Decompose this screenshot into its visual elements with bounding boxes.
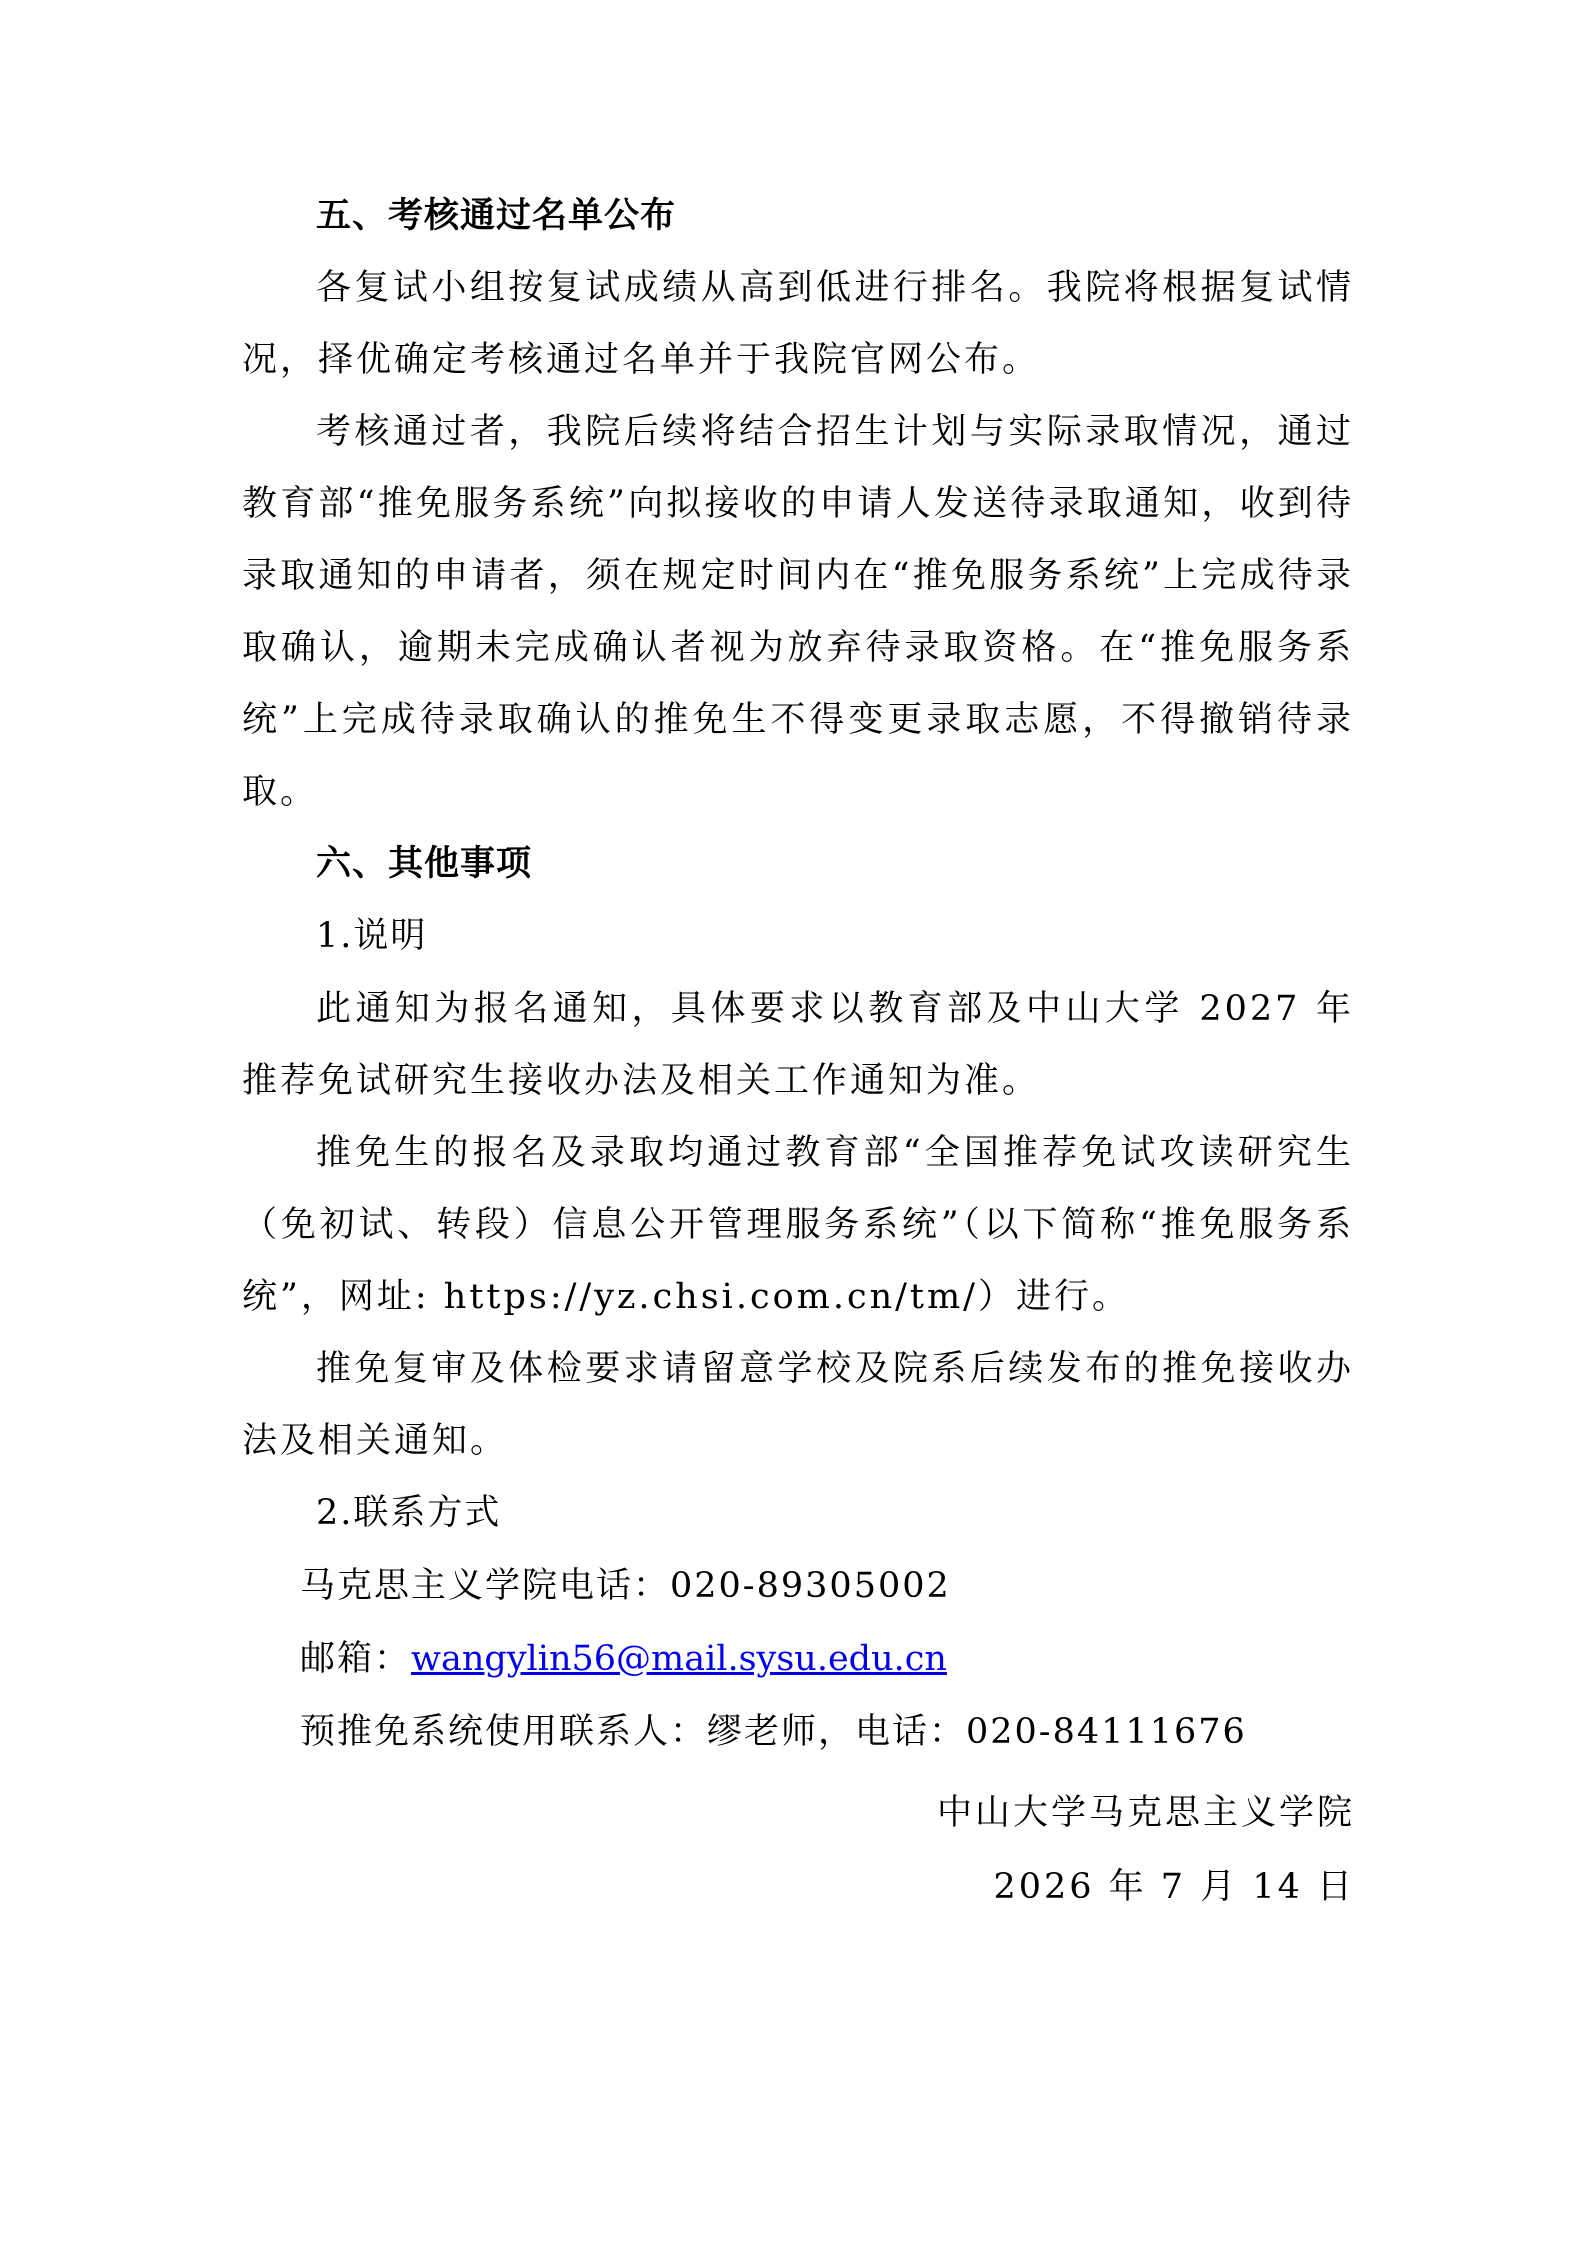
section-heading-results: 五、考核通过名单公布: [316, 196, 677, 236]
subheading-explanation: 1.说明: [316, 916, 428, 956]
paragraph-review-requirements: 推免复审及体检要求请留意学校及院系后续发布的推免接收办法及相关通知。: [242, 1349, 1354, 1461]
paragraph-ranking: 各复试小组按复试成绩从高到低进行排名。我院将根据复试情况，择优确定考核通过名单并于我院官网公布。: [242, 268, 1354, 380]
subheading-contact: 2.联系方式: [316, 1493, 502, 1533]
signature-date: 2026 年 7 月 14 日: [993, 1867, 1355, 1907]
section-heading-other: 六、其他事项: [316, 844, 533, 884]
document-body: [242, 180, 1354, 1769]
signature-block: [937, 1776, 1355, 1924]
contact-email-line: [242, 1623, 1354, 1696]
contact-person: 预推免系统使用联系人：缪老师，电话：020-84111676: [300, 1712, 1247, 1752]
paragraph-admission-confirmation: 考核通过者，我院后续将结合招生计划与实际录取情况，通过教育部“推免服务系统”向拟接收的申请人发送待录取通知，收到待录取通知的申请者，须在规定时间内在“推免服务系统”上完成待录取确认，逾期未完成确认者视为放弃待录取资格。在“推免服务系统”上完成待录取确认的推免生不得变更录取志愿，不得撤销待录取。: [242, 412, 1354, 812]
email-link[interactable]: wangylin56@mail.sysu.edu.cn: [411, 1639, 947, 1679]
paragraph-notice-scope: 此通知为报名通知，具体要求以教育部及中山大学 2027 年推荐免试研究生接收办法及相关工作通知为准。: [242, 989, 1354, 1101]
email-label: 邮箱：: [300, 1639, 412, 1679]
paragraph-system-info: 推免生的报名及录取均通过教育部“全国推荐免试攻读研究生（免初试、转段）信息公开管理服务系统”（以下简称“推免服务系统”，网址: https://yz.chsi.com.cn/tm/）进行。: [242, 1133, 1354, 1317]
signature-org: 中山大学马克思主义学院: [936, 1793, 1355, 1833]
contact-phone: 马克思主义学院电话：020-89305002: [300, 1566, 951, 1606]
